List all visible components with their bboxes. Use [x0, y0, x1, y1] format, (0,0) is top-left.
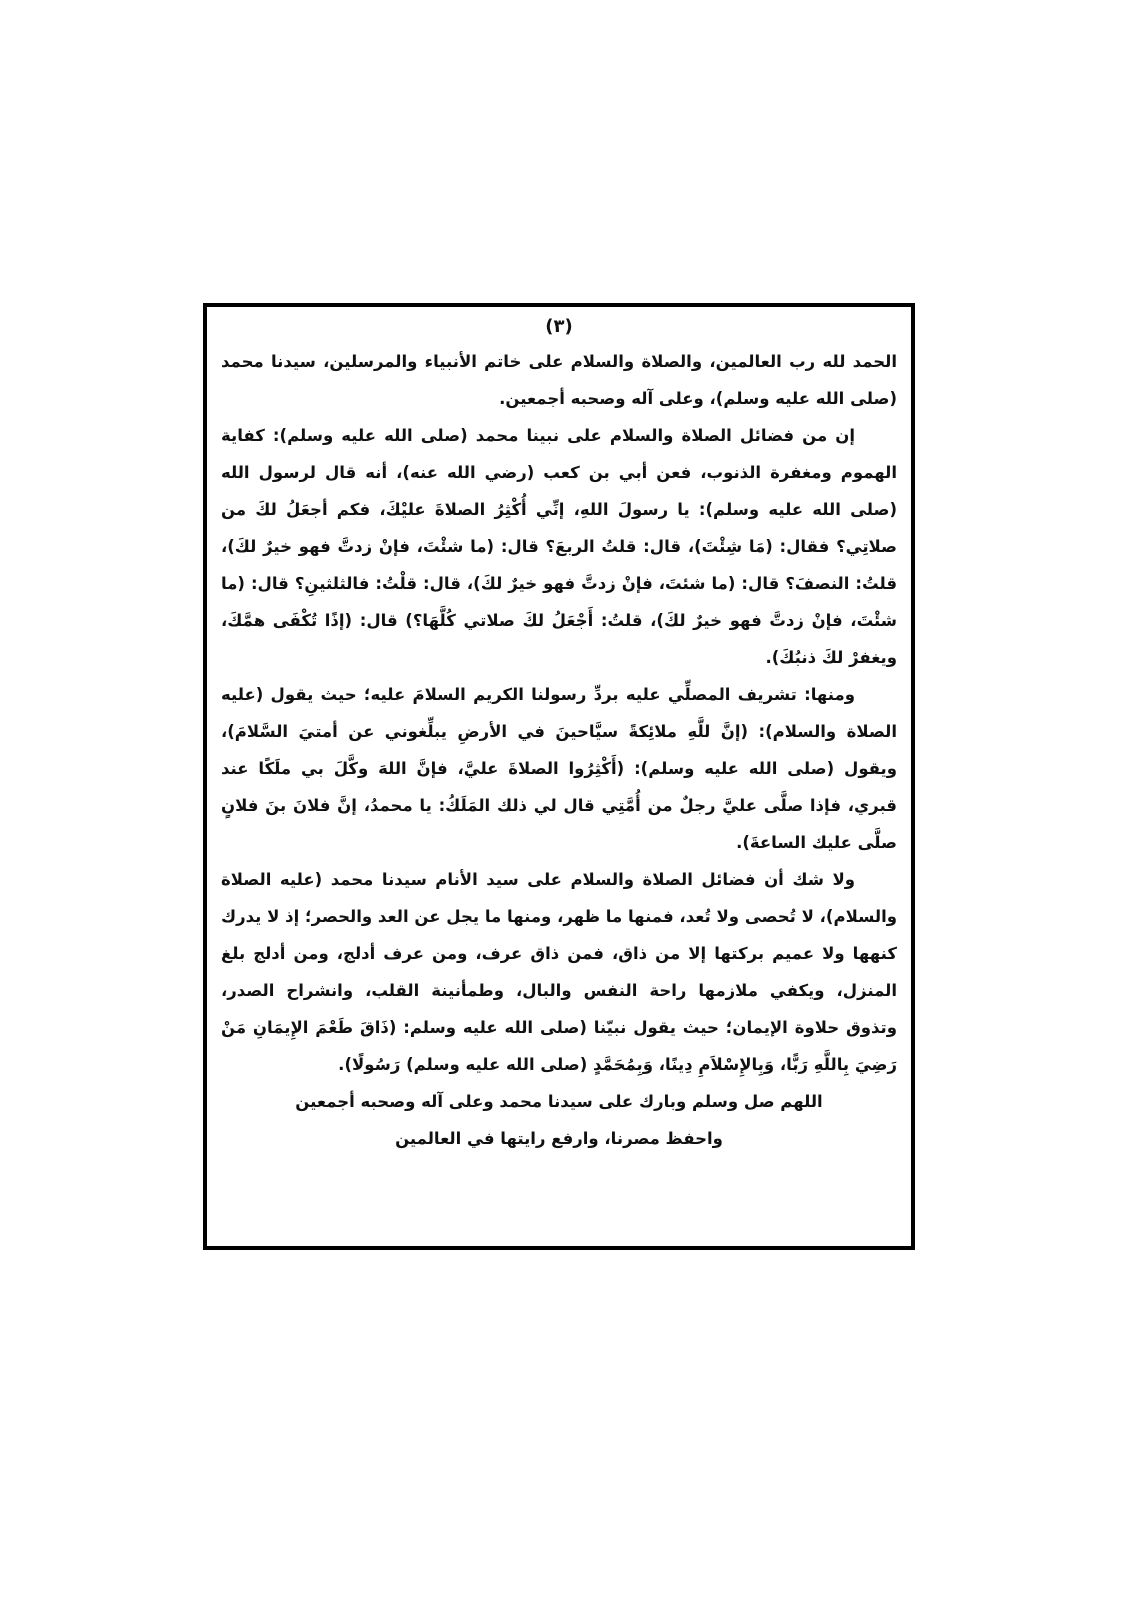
closing-prayer-line: اللهم صل وسلم وبارك على سيدنا محمد وعلى آله وصحبه أجمعين [295, 1092, 823, 1111]
page-frame [203, 303, 915, 1250]
page-number: (٣) [545, 316, 573, 337]
greeting-paragraph: ومنها: تشريف المصلِّي عليه بردِّ رسولنا الكريم السلامَ عليه؛ حيث يقول (عليه الصلاة والسلام): (إنَّ للَّهِ ملائِكةً سيَّاحينَ في الأرضِ يبلِّغوني عن أمتيَ السَّلامَ)، ويقول (صلى الله عليه وسلم): (أَكْثِرُوا الصلاةَ عليَّ، فإنَّ اللهَ وكَّلَ بي ملَكًا عند قبري، فإذا صلَّى عليَّ رجلٌ من أُمَّتِي قال لي ذلك المَلَكُ: يا محمدُ، إنَّ فلانَ بنَ فلانٍ صلَّى عليك الساعةَ). [221, 685, 897, 852]
virtues-paragraph: إن من فضائل الصلاة والسلام على نبينا محمد (صلى الله عليه وسلم): كفاية الهموم ومغفرة الذنوب، فعن أبي بن كعب (رضي الله عنه)، أنه قال لرسول الله (صلى الله عليه وسلم): يا رسولَ اللهِ، إنِّي أُكْثِرُ الصلاةَ عليْكَ، فكم أجعَلُ لكَ من صلاتِي؟ فقال: (مَا شِئْتَ)، قال: قلتُ الربعَ؟ قال: (ما شئْتَ، فإنْ زدتَّ فهو خيرٌ لكَ)، قلتُ: النصفَ؟ قال: (ما شئتَ، فإنْ زدتَّ فهو خيرٌ لكَ)، قال: قلْتُ: فالثلثينِ؟ قال: (ما شئْتَ، فإنْ زدتَّ فهو خيرٌ لكَ)، قلتُ: أَجْعَلُ لكَ صلاتي كُلَّهَا؟) قال: (إذًا تُكْفَى همَّكَ، ويغفرْ لكَ ذنبُكَ). [221, 426, 897, 667]
closing-egypt-line: واحفظ مصرنا، وارفع رايتها في العالمين [395, 1129, 723, 1148]
opening-paragraph: الحمد لله رب العالمين، والصلاة والسلام على خاتم الأنبياء والمرسلين، سيدنا محمد (صلى الله عليه وسلم)، وعلى آله وصحبه أجمعين. [221, 352, 897, 408]
conclusion-paragraph: ولا شك أن فضائل الصلاة والسلام على سيد الأنام سيدنا محمد (عليه الصلاة والسلام)، لا تُحصى ولا تُعد، فمنها ما ظهر، ومنها ما يجل عن العد والحصر؛ إذ لا يدرك كنهها ولا عميم بركتها إلا من ذاق، فمن ذاق عرف، ومن عرف أدلج، ومن أدلج بلغ المنزل، ويكفي ملازمها راحة النفس والبال، وطمأنينة القلب، وانشراح الصدر، وتذوق حلاوة الإيمان؛ حيث يقول نبيّنا (صلى الله عليه وسلم: (ذَاقَ طَعْمَ الإِيمَانِ مَنْ رَضِيَ بِاللَّهِ رَبًّا، وَبِالإِسْلاَمِ دِينًا، وَبِمُحَمَّدٍ (صلى الله عليه وسلم) رَسُولًا). [221, 870, 897, 1074]
